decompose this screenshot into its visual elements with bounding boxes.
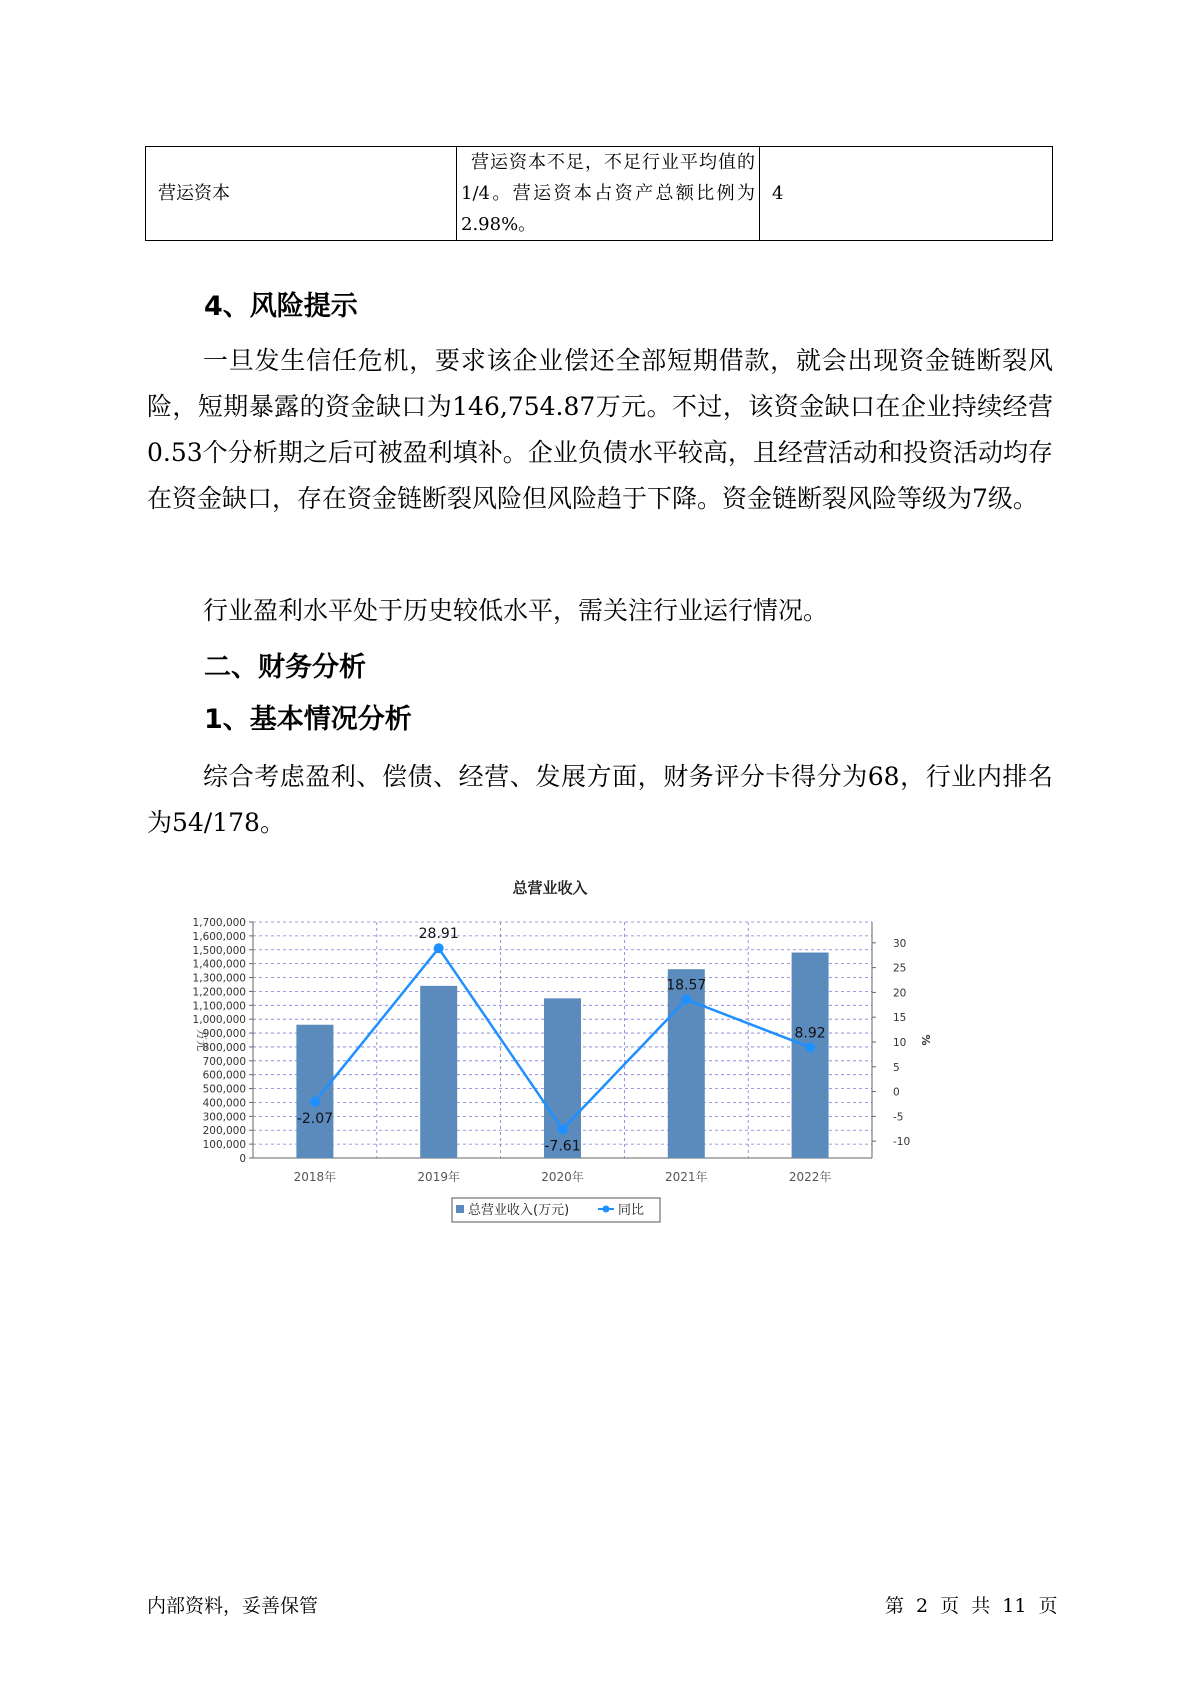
y-right-tick-label: -10 bbox=[893, 1136, 911, 1149]
y-right-tick-label: -5 bbox=[893, 1111, 904, 1124]
working-capital-table bbox=[145, 146, 1053, 241]
yoy-point bbox=[558, 1124, 568, 1134]
y-left-tick-label: 100,000 bbox=[202, 1139, 246, 1152]
risk-heading: 4、风险提示 bbox=[204, 291, 358, 322]
yoy-point bbox=[681, 994, 691, 1004]
y-left-tick-label: 500,000 bbox=[202, 1083, 246, 1096]
y-right-axis-title: % bbox=[919, 1034, 932, 1046]
y-left-tick-label: 700,000 bbox=[202, 1055, 246, 1068]
y-left-tick-label: 1,000,000 bbox=[192, 1014, 246, 1027]
x-tick-label: 2018年 bbox=[293, 1170, 337, 1184]
y-right-tick-label: 0 bbox=[893, 1086, 900, 1099]
y-left-tick-label: 1,200,000 bbox=[192, 986, 246, 999]
revenue-chart-svg bbox=[180, 875, 1030, 1335]
table-cell-score: 4 bbox=[760, 147, 1053, 241]
y-left-tick-label: 600,000 bbox=[202, 1069, 246, 1082]
footer-page-number: 第 2 页 共 11 页 bbox=[885, 1595, 1058, 1617]
table-row bbox=[146, 147, 1053, 241]
legend-line-marker bbox=[603, 1206, 610, 1213]
legend-bar-swatch bbox=[456, 1205, 464, 1213]
y-right-tick-label: 25 bbox=[893, 962, 907, 975]
revenue-bar bbox=[420, 986, 457, 1158]
y-left-tick-label: 800,000 bbox=[202, 1041, 246, 1054]
y-left-tick-label: 1,600,000 bbox=[192, 930, 246, 943]
y-right-tick-label: 5 bbox=[893, 1061, 900, 1074]
x-tick-label: 2020年 bbox=[541, 1170, 584, 1184]
legend-bar-label: 总营业收入(万元) bbox=[468, 1203, 570, 1218]
y-left-tick-label: 1,400,000 bbox=[192, 958, 246, 971]
y-left-axis-title: 万元 bbox=[195, 1029, 208, 1051]
y-left-tick-label: 300,000 bbox=[202, 1111, 246, 1124]
y-left-tick-label: 900,000 bbox=[202, 1028, 246, 1041]
legend-line-label: 同比 bbox=[618, 1203, 645, 1218]
basic-analysis-heading: 1、基本情况分析 bbox=[204, 704, 412, 735]
revenue-bar bbox=[792, 953, 829, 1158]
y-left-tick-label: 200,000 bbox=[202, 1125, 246, 1138]
yoy-data-label: 28.91 bbox=[418, 926, 459, 943]
y-left-tick-label: 1,300,000 bbox=[192, 972, 246, 985]
x-tick-label: 2019年 bbox=[417, 1170, 460, 1184]
y-left-tick-label: 1,700,000 bbox=[192, 917, 246, 929]
table-cell-item: 营运资本 bbox=[146, 147, 457, 241]
y-right-tick-label: 15 bbox=[893, 1012, 907, 1025]
yoy-point bbox=[805, 1042, 815, 1052]
finance-heading: 二、财务分析 bbox=[204, 652, 366, 683]
risk-paragraph: 一旦发生信任危机，要求该企业偿还全部短期借款，就会出现资金链断裂风险，短期暴露的资金缺口为146,754.87万元。不过，该资金缺口在企业持续经营 0.53个分析期之后可被盈利填补。企业负债水平较高，且经营活动和投资活动均存在资金缺口，存在资金链断裂风险但风险趋于下降。资金链断裂风险等级为7级。 bbox=[147, 346, 1053, 513]
yoy-point bbox=[434, 943, 444, 953]
y-right-tick-label: 10 bbox=[893, 1036, 907, 1049]
yoy-data-label: -2.07 bbox=[296, 1110, 334, 1127]
y-left-tick-label: 1,500,000 bbox=[192, 944, 246, 957]
footer-confidential: 内部资料，妥善保管 bbox=[147, 1595, 319, 1617]
y-right-tick-label: 30 bbox=[893, 937, 907, 950]
revenue-chart bbox=[180, 875, 1030, 1335]
revenue-bar bbox=[296, 1025, 333, 1158]
chart-title: 总营业收入 bbox=[512, 879, 588, 897]
x-tick-label: 2021年 bbox=[665, 1170, 708, 1184]
y-left-tick-label: 0 bbox=[239, 1153, 246, 1165]
scorecard-paragraph: 综合考虑盈利、偿债、经营、发展方面，财务评分卡得分为68，行业内排名为54/178。 bbox=[147, 762, 1053, 837]
x-tick-label: 2022年 bbox=[788, 1170, 832, 1184]
yoy-data-label: 18.57 bbox=[666, 977, 707, 994]
table-cell-description: 营运资本不足，不足行业平均值的1/4。营运资本占资产总额比例为2.98%。 bbox=[457, 147, 760, 241]
y-left-tick-label: 1,100,000 bbox=[192, 1000, 246, 1013]
yoy-data-label: -7.61 bbox=[544, 1138, 581, 1155]
yoy-point bbox=[310, 1097, 320, 1107]
y-right-tick-label: 20 bbox=[893, 987, 907, 1000]
y-left-tick-label: 400,000 bbox=[202, 1097, 246, 1110]
yoy-data-label: 8.92 bbox=[794, 1025, 826, 1042]
industry-paragraph: 行业盈利水平处于历史较低水平，需关注行业运行情况。 bbox=[203, 596, 829, 625]
